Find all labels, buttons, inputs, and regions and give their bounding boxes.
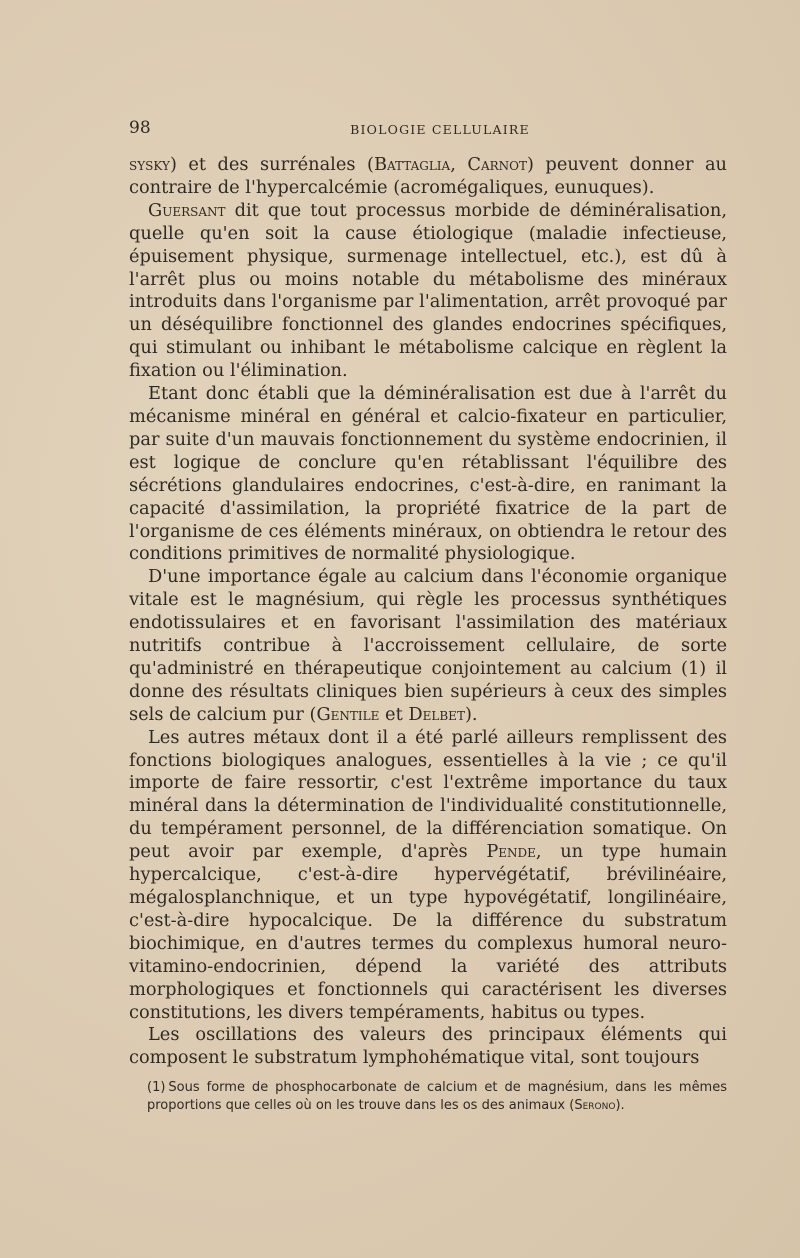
footnote <box>129 1079 727 1115</box>
author-name: Carnot <box>467 154 528 175</box>
text-run: Les autres métaux dont il a été parlé ailleurs remplissent des fonctions biologiques analogues, essentielles à la vie ; ce qu'il importe de faire ressortir, c'est l'extrême importance du taux minéral dans la détermination de l'individualité constitutionnelle, du tempérament personnel, de la différenciation somatique. On peut avoir par exemple, d'après <box>129 726 727 863</box>
paragraph <box>129 200 727 383</box>
paragraph <box>129 383 727 566</box>
paragraph <box>129 566 727 726</box>
author-name: Serono <box>574 1098 616 1114</box>
text-run: Etant donc établi que la déminéralisation est due à l'arrêt du mécanisme minéral en général et calcio-fixateur en particulier, par suite d'un mauvais fonctionnement du système endocrinien, il est logique de conclure qu'en rétablissant l'équilibre des sécrétions glandulaires endocrines, c'est-à-dire, en ranimant la capacité d'assimilation, la propriété fixatrice de la part de l'organisme de ces éléments minéraux, on obtiendra le retour des conditions primitives de normalité physiologique. <box>129 383 727 565</box>
author-name: Pende <box>486 841 536 863</box>
footnote-marker: (1) <box>147 1080 166 1096</box>
page-number: 98 <box>129 118 151 138</box>
footnote-text <box>147 1080 727 1113</box>
text-run: et <box>379 703 409 725</box>
book-page <box>129 112 727 1115</box>
text-run: Les oscillations des valeurs des principaux éléments qui composent le substratum lymphohématique vital, sont toujours <box>129 1024 727 1069</box>
text-run: , un type humain hypercalcique, c'est-à-dire hypervégétatif, brévilinéaire, mégalosplanchnique, et un type hypovégétatif, longilinéaire, c'est-à-dire hypocalcique. De la différence du substratum biochimique, en d'autres termes du complexus humoral neuro-vitamino-endocrinien, dépend la variété des attributs morphologiques et fonctionnels qui caractérisent les diverses constitutions, les divers tempéraments, habitus ou types. <box>129 841 727 1023</box>
text-run: ) et des surrénales ( <box>169 154 374 175</box>
text-run: ). <box>615 1098 625 1114</box>
text-run: dit que tout processus morbide de déminéralisation, quelle qu'en soit la cause étiologique (maladie infectieuse, épuisement physique, surmenage intellectuel, etc.), est dû à l'arrêt plus ou moins notable du métabolisme des minéraux introduits dans l'organisme par l'alimentation, arrêt provoqué par un déséquilibre fonctionnel des glandes endocrines spécifiques, qui stimulant ou inhibant le métabolisme calcique en règlent la fixation ou l'élimination. <box>129 199 727 382</box>
body-text <box>129 154 727 1070</box>
text-run: , <box>450 154 468 175</box>
running-title: BIOLOGIE CELLULAIRE <box>350 122 530 137</box>
author-name: Battaglia <box>373 154 451 175</box>
text-run: ) peuvent donner au contraire de l'hypercalcémie (acromégaliques, eunuques). <box>129 154 727 198</box>
text-run: D'une importance égale au calcium dans l'économie organique vitale est le magnésium, qui règle les processus synthétiques endotissulaires et en favorisant l'assimilation des matériaux nutritifs contribue à l'accroissement cellulaire, de sorte qu'administré en thérapeutique conjointement au calcium (1) il donne des résultats cliniques bien supérieurs à ceux des simples sels de calcium pur ( <box>129 566 727 725</box>
paragraph <box>129 727 727 1025</box>
author-name: Guersant <box>148 199 226 221</box>
author-name: sysky <box>129 154 170 175</box>
text-run: Sous forme de phosphocarbonate de calcium et de magnésium, dans les mêmes proportions que celles où on les trouve dans les os des animaux ( <box>147 1080 727 1114</box>
text-run: ). <box>464 703 478 725</box>
paragraph <box>129 154 727 200</box>
page-header <box>129 112 727 140</box>
author-name: Delbet <box>408 703 465 725</box>
author-name: Gentile <box>316 703 380 725</box>
paragraph <box>129 1024 727 1070</box>
